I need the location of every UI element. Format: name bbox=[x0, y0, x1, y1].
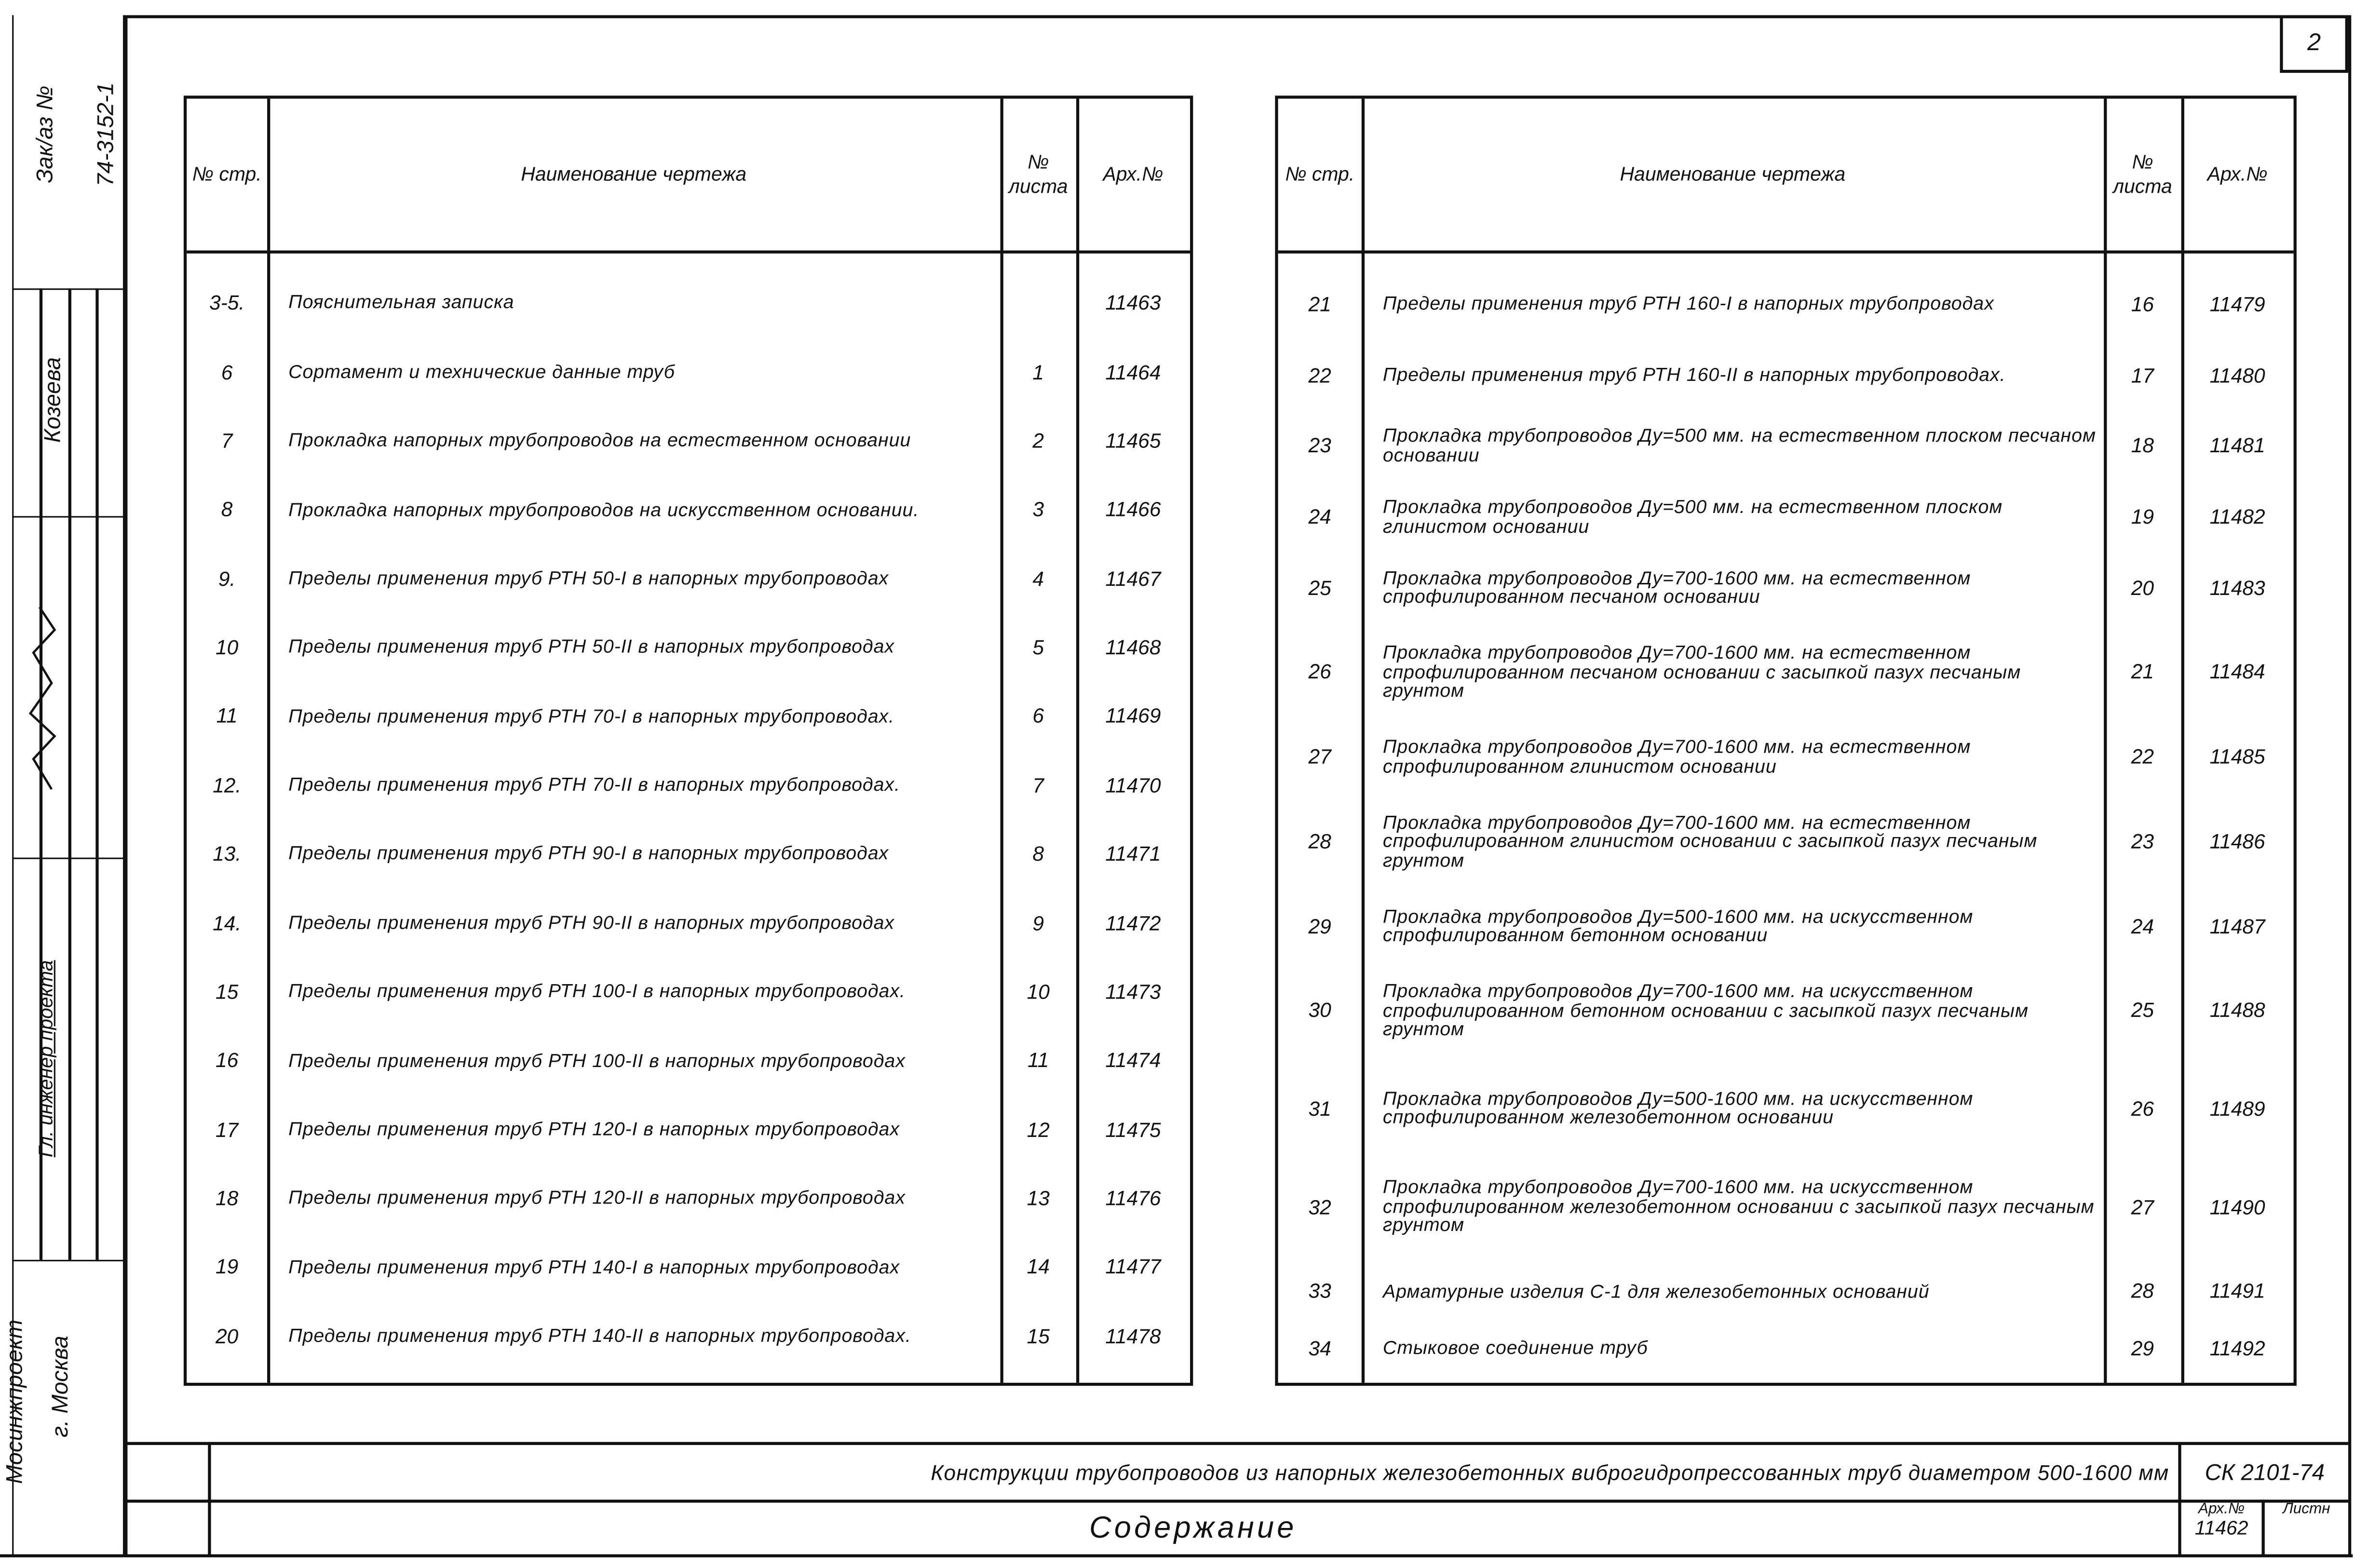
frame-left-border bbox=[123, 15, 127, 1555]
row-page-number: 19 bbox=[215, 1256, 239, 1279]
archive-number: 11462 bbox=[2194, 1516, 2248, 1540]
row-archive-number: 11477 bbox=[1105, 1256, 1161, 1279]
project-title: Конструкции трубопроводов из напорных железобетонных виброгидропрессованных труб диаметром 500-1600 мм bbox=[931, 1460, 2169, 1485]
row-drawing-name: Пределы применения труб РТН 160-II в напорных трубопроводах. bbox=[1382, 364, 2006, 386]
signature bbox=[21, 592, 64, 805]
header-page: № стр. bbox=[187, 99, 270, 251]
row-drawing-name: Сортамент и технические данные труб bbox=[288, 361, 675, 382]
row-page-number: 34 bbox=[1308, 1337, 1331, 1360]
row-archive-number: 11476 bbox=[1105, 1187, 1161, 1210]
row-sheet-number: 5 bbox=[1032, 636, 1044, 659]
row-archive-number: 11473 bbox=[1105, 980, 1161, 1003]
row-sheet-number: 28 bbox=[2131, 1280, 2154, 1303]
table-row bbox=[187, 1302, 1190, 1371]
row-sheet-number: 18 bbox=[2131, 434, 2154, 458]
archive-cell bbox=[2181, 1501, 2262, 1540]
row-page-number: 22 bbox=[1308, 364, 1331, 387]
table-row bbox=[187, 820, 1190, 889]
row-page-number: 8 bbox=[221, 498, 233, 521]
row-sheet-number: 13 bbox=[1027, 1187, 1050, 1210]
row-page-number: 7 bbox=[221, 429, 233, 452]
table-row bbox=[187, 889, 1190, 958]
table-row bbox=[1278, 410, 2294, 481]
table-header bbox=[187, 99, 1190, 254]
row-archive-number: 11467 bbox=[1105, 567, 1161, 590]
table-row bbox=[187, 682, 1190, 751]
row-archive-number: 11480 bbox=[2209, 364, 2265, 387]
row-page-number: 11 bbox=[216, 705, 238, 728]
row-drawing-name: Пределы применения труб РТН 50-II в напорных трубопроводах bbox=[288, 636, 895, 658]
frame-top-border bbox=[123, 15, 2348, 18]
row-drawing-name: Прокладка трубопроводов Ду=700-1600 мм. на естественном спрофилированном песчаном основании bbox=[1382, 567, 1971, 608]
row-drawing-name: Прокладка трубопроводов Ду=700-1600 мм. на естественном спрофилированном песчаном основании с засыпкой пазух песчаным грунтом bbox=[1382, 642, 2021, 702]
row-drawing-name: Пределы применения труб РТН 70-I в напорных трубопроводах. bbox=[288, 705, 895, 727]
row-archive-number: 11483 bbox=[2209, 576, 2265, 599]
contents-table-left bbox=[184, 95, 1193, 1386]
row-archive-number: 11488 bbox=[2209, 999, 2265, 1022]
row-page-number: 14. bbox=[213, 911, 242, 934]
row-sheet-number: 17 bbox=[2131, 364, 2154, 387]
sheet-number: 2 bbox=[2307, 30, 2321, 56]
row-drawing-name: Прокладка трубопроводов Ду=500-1600 мм. на искусственном спрофилированном железобетонном основании bbox=[1382, 1088, 1974, 1129]
row-sheet-number: 26 bbox=[2131, 1097, 2154, 1121]
header-archive: Арх.№ bbox=[2207, 162, 2268, 186]
row-archive-number: 11491 bbox=[2209, 1280, 2265, 1303]
strip-line bbox=[12, 858, 123, 859]
strip-line bbox=[95, 288, 98, 1260]
row-archive-number: 11472 bbox=[1105, 911, 1161, 934]
row-drawing-name: Пределы применения труб РТН 160-I в напорных трубопроводах bbox=[1382, 293, 1994, 314]
contents-table-right bbox=[1275, 95, 2297, 1386]
table-row bbox=[187, 1164, 1190, 1233]
position-label: Гл. инженер проекта bbox=[34, 960, 57, 1158]
row-page-number: 21 bbox=[1308, 293, 1331, 316]
table-row bbox=[187, 475, 1190, 544]
frame-right-border bbox=[2348, 15, 2351, 1555]
row-sheet-number: 3 bbox=[1032, 498, 1044, 521]
row-sheet-number: 4 bbox=[1032, 567, 1044, 590]
header-sheet: № листа bbox=[2104, 99, 2184, 251]
row-sheet-number: 2 bbox=[1032, 429, 1044, 452]
row-drawing-name: Пределы применения труб РТН 90-II в напорных трубопроводах bbox=[288, 912, 895, 933]
row-sheet-number: 9 bbox=[1032, 911, 1044, 934]
order-number: 74-3152-1 bbox=[93, 82, 120, 187]
table-header bbox=[1278, 99, 2294, 254]
row-archive-number: 11489 bbox=[2209, 1097, 2265, 1121]
table-row bbox=[1278, 1158, 2294, 1256]
row-drawing-name: Прокладка трубопроводов Ду=700-1600 мм. на искусственном спрофилированном железобетонном основании с засыпкой пазух песчаным грунтом bbox=[1382, 1176, 2095, 1236]
order-label: Зак/аз № bbox=[32, 85, 59, 183]
table-row bbox=[187, 269, 1190, 338]
strip-line bbox=[12, 288, 123, 290]
row-drawing-name: Пределы применения труб РТН 120-I в напорных трубопроводах bbox=[288, 1118, 900, 1140]
author-name: Козеева bbox=[40, 357, 66, 443]
row-sheet-number: 14 bbox=[1027, 1256, 1050, 1279]
table-row bbox=[187, 1095, 1190, 1164]
row-sheet-number: 7 bbox=[1032, 773, 1044, 797]
row-archive-number: 11469 bbox=[1105, 705, 1161, 728]
row-page-number: 23 bbox=[1308, 434, 1331, 458]
row-drawing-name: Пределы применения труб РТН 100-II в напорных трубопроводах bbox=[288, 1050, 906, 1071]
row-archive-number: 11490 bbox=[2209, 1195, 2265, 1218]
row-drawing-name: Прокладка трубопроводов Ду=500 мм. на естественном плоском глинистом основании bbox=[1382, 496, 2003, 537]
table-row bbox=[1278, 721, 2294, 792]
table-row bbox=[1278, 1256, 2294, 1327]
row-sheet-number: 11 bbox=[1028, 1049, 1049, 1072]
row-sheet-number: 15 bbox=[1027, 1325, 1050, 1348]
organization-name: Мосинжпроект bbox=[2, 1319, 28, 1484]
row-sheet-number: 6 bbox=[1032, 705, 1044, 728]
table-row bbox=[1278, 269, 2294, 339]
row-page-number: 29 bbox=[1308, 914, 1331, 938]
sheet-number-box bbox=[2280, 15, 2348, 73]
row-sheet-number: 12 bbox=[1027, 1118, 1050, 1141]
row-sheet-number: 29 bbox=[2131, 1337, 2154, 1360]
row-sheet-number: 8 bbox=[1032, 842, 1044, 865]
table-row bbox=[1278, 339, 2294, 410]
row-archive-number: 11492 bbox=[2209, 1337, 2265, 1360]
row-drawing-name: Стыковое соединение труб bbox=[1382, 1338, 1648, 1359]
table-row bbox=[187, 751, 1190, 820]
row-archive-number: 11487 bbox=[2209, 914, 2265, 938]
row-drawing-name: Прокладка напорных трубопроводов на искусственном основании. bbox=[288, 499, 920, 520]
row-drawing-name: Пределы применения труб РТН 120-II в напорных трубопроводах bbox=[288, 1187, 906, 1209]
row-drawing-name: Прокладка трубопроводов Ду=500 мм. на естественном плоском песчаном основании bbox=[1382, 425, 2096, 466]
table-row bbox=[1278, 1060, 2294, 1158]
header-sheet: № листа bbox=[1001, 99, 1080, 251]
header-archive: Арх.№ bbox=[1103, 162, 1164, 186]
row-page-number: 25 bbox=[1308, 576, 1331, 599]
table-row bbox=[187, 338, 1190, 406]
row-page-number: 16 bbox=[215, 1049, 239, 1072]
table-row bbox=[1278, 623, 2294, 722]
table-row bbox=[1278, 792, 2294, 891]
row-archive-number: 11474 bbox=[1105, 1049, 1161, 1072]
sheet-title: Содержание bbox=[1089, 1512, 1297, 1545]
table-row bbox=[187, 544, 1190, 613]
strip-line bbox=[68, 288, 71, 1260]
row-drawing-name: Пределы применения труб РТН 100-I в напорных трубопроводах. bbox=[288, 981, 906, 1002]
row-sheet-number: 24 bbox=[2131, 914, 2154, 938]
table-row bbox=[187, 958, 1190, 1027]
archive-label: Арх.№ bbox=[2198, 1501, 2245, 1518]
row-page-number: 3-5. bbox=[209, 292, 245, 315]
row-sheet-number: 21 bbox=[2131, 661, 2154, 684]
row-page-number: 6 bbox=[221, 360, 233, 384]
row-drawing-name: Арматурные изделия С-1 для железобетонных оснований bbox=[1382, 1280, 1930, 1302]
row-sheet-number: 19 bbox=[2131, 505, 2154, 528]
header-name: Наименование чертежа bbox=[267, 99, 1003, 251]
row-page-number: 10 bbox=[215, 636, 239, 659]
table-body bbox=[187, 250, 1190, 1382]
row-drawing-name: Прокладка напорных трубопроводов на естественном основании bbox=[288, 430, 911, 451]
row-archive-number: 11471 bbox=[1105, 842, 1161, 865]
table-row bbox=[187, 613, 1190, 682]
row-page-number: 26 bbox=[1308, 661, 1331, 684]
row-drawing-name: Пределы применения труб РТН 50-I в напорных трубопроводах bbox=[288, 568, 889, 589]
row-sheet-number: 22 bbox=[2131, 745, 2154, 769]
city-name: г. Москва bbox=[48, 1336, 74, 1438]
document-code: СК 2101-74 bbox=[2205, 1459, 2325, 1486]
row-sheet-number: 16 bbox=[2131, 293, 2154, 316]
table-row bbox=[1278, 961, 2294, 1060]
table-row bbox=[187, 1233, 1190, 1302]
row-archive-number: 11470 bbox=[1105, 773, 1161, 797]
row-page-number: 30 bbox=[1308, 999, 1331, 1022]
row-archive-number: 11484 bbox=[2209, 661, 2265, 684]
row-archive-number: 11465 bbox=[1105, 429, 1161, 452]
table-row bbox=[187, 1026, 1190, 1095]
row-sheet-number: 25 bbox=[2131, 999, 2154, 1022]
row-archive-number: 11485 bbox=[2209, 745, 2265, 769]
row-archive-number: 11481 bbox=[2209, 434, 2265, 458]
row-sheet-number: 23 bbox=[2131, 830, 2154, 853]
strip-line bbox=[12, 516, 123, 517]
table-body bbox=[1278, 250, 2294, 1382]
row-page-number: 28 bbox=[1308, 830, 1331, 853]
row-drawing-name: Прокладка трубопроводов Ду=700-1600 мм. на естественном спрофилированном глинистом основании с засыпкой пазух песчаным грунтом bbox=[1382, 811, 2038, 871]
table-row bbox=[1278, 481, 2294, 552]
row-drawing-name: Прокладка трубопроводов Ду=700-1600 мм. на искусственном спрофилированном бетонном основании с засыпкой пазух песчаным грунтом bbox=[1382, 980, 2029, 1040]
table-row bbox=[1278, 552, 2294, 623]
row-sheet-number bbox=[1001, 269, 1076, 338]
row-drawing-name: Пределы применения труб РТН 140-I в напорных трубопроводах bbox=[288, 1256, 900, 1278]
row-sheet-number: 27 bbox=[2131, 1195, 2154, 1218]
row-archive-number: 11464 bbox=[1105, 360, 1161, 384]
row-drawing-name: Пределы применения труб РТН 140-II в напорных трубопроводах. bbox=[288, 1325, 911, 1347]
row-drawing-name: Пределы применения труб РТН 90-I в напорных трубопроводах bbox=[288, 843, 889, 865]
row-page-number: 24 bbox=[1308, 505, 1331, 528]
row-drawing-name: Пояснительная записка bbox=[288, 292, 514, 313]
sheets-label: Листн bbox=[2283, 1501, 2330, 1518]
row-drawing-name: Прокладка трубопроводов Ду=500-1600 мм. на искусственном спрофилированном бетонном основании bbox=[1382, 905, 1974, 946]
row-page-number: 17 bbox=[215, 1118, 239, 1141]
row-sheet-number: 1 bbox=[1032, 360, 1044, 384]
row-page-number: 9. bbox=[218, 567, 236, 590]
header-page: № стр. bbox=[1278, 99, 1365, 251]
row-archive-number: 11463 bbox=[1105, 292, 1161, 315]
row-archive-number: 11486 bbox=[2209, 830, 2265, 853]
row-archive-number: 11478 bbox=[1105, 1325, 1161, 1348]
row-sheet-number: 20 bbox=[2131, 576, 2154, 599]
row-page-number: 31 bbox=[1308, 1097, 1331, 1121]
row-page-number: 18 bbox=[215, 1187, 239, 1210]
row-page-number: 33 bbox=[1308, 1280, 1331, 1303]
row-page-number: 15 bbox=[215, 980, 239, 1003]
row-page-number: 12. bbox=[213, 773, 242, 797]
row-page-number: 27 bbox=[1308, 745, 1331, 769]
table-row bbox=[187, 406, 1190, 475]
row-archive-number: 11468 bbox=[1105, 636, 1161, 659]
row-archive-number: 11482 bbox=[2209, 505, 2265, 528]
row-page-number: 13. bbox=[213, 842, 242, 865]
row-page-number: 32 bbox=[1308, 1195, 1331, 1218]
table-row bbox=[1278, 891, 2294, 961]
header-name: Наименование чертежа bbox=[1362, 99, 2107, 251]
row-drawing-name: Пределы применения труб РТН 70-II в напорных трубопроводах. bbox=[288, 774, 900, 796]
row-archive-number: 11475 bbox=[1105, 1118, 1161, 1141]
row-archive-number: 11479 bbox=[2209, 293, 2265, 316]
row-drawing-name: Прокладка трубопроводов Ду=700-1600 мм. на естественном спрофилированном глинистом основании bbox=[1382, 736, 1971, 777]
row-sheet-number: 10 bbox=[1027, 980, 1050, 1003]
table-row bbox=[1278, 1327, 2294, 1371]
row-page-number: 20 bbox=[215, 1325, 239, 1348]
strip-line bbox=[12, 1260, 123, 1261]
row-archive-number: 11466 bbox=[1105, 498, 1161, 521]
